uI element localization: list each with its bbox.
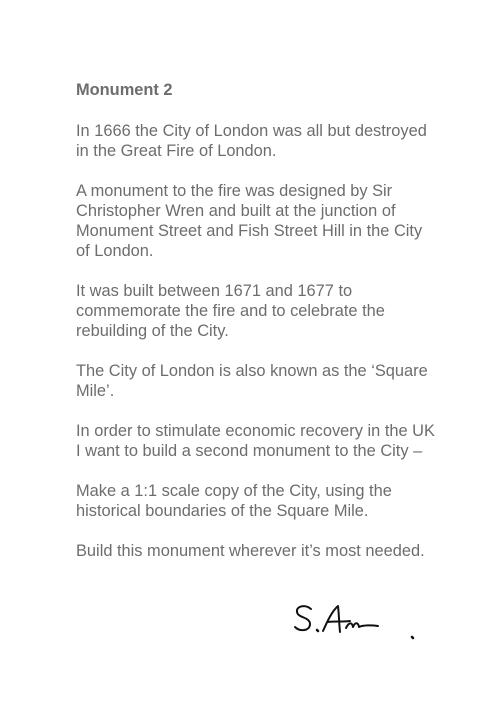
paragraph-square-mile: The City of London is also known as the ‘Square Mile’.: [76, 362, 428, 400]
handwritten-signature: [292, 600, 422, 645]
document-body: [76, 80, 436, 581]
document-title: Monument 2: [76, 81, 173, 99]
paragraph-construction-dates: It was built between 1671 and 1677 to commemorate the fire and to celebrate the rebuilding of the City.: [76, 282, 385, 340]
paragraph-monument-design: A monument to the fire was designed by Sir Christopher Wren and built at the junction of Monument Street and Fish Street Hill in the City of London.: [76, 182, 423, 260]
paragraph-great-fire: In 1666 the City of London was all but destroyed in the Great Fire of London.: [76, 122, 427, 160]
paragraph-scale-copy: Make a 1:1 scale copy of the City, using the historical boundaries of the Square Mile.: [76, 482, 392, 520]
paragraph-second-monument: In order to stimulate economic recovery in the UK I want to build a second monument to the City –: [76, 422, 435, 460]
paragraph-location: Build this monument wherever it’s most needed.: [76, 542, 425, 560]
